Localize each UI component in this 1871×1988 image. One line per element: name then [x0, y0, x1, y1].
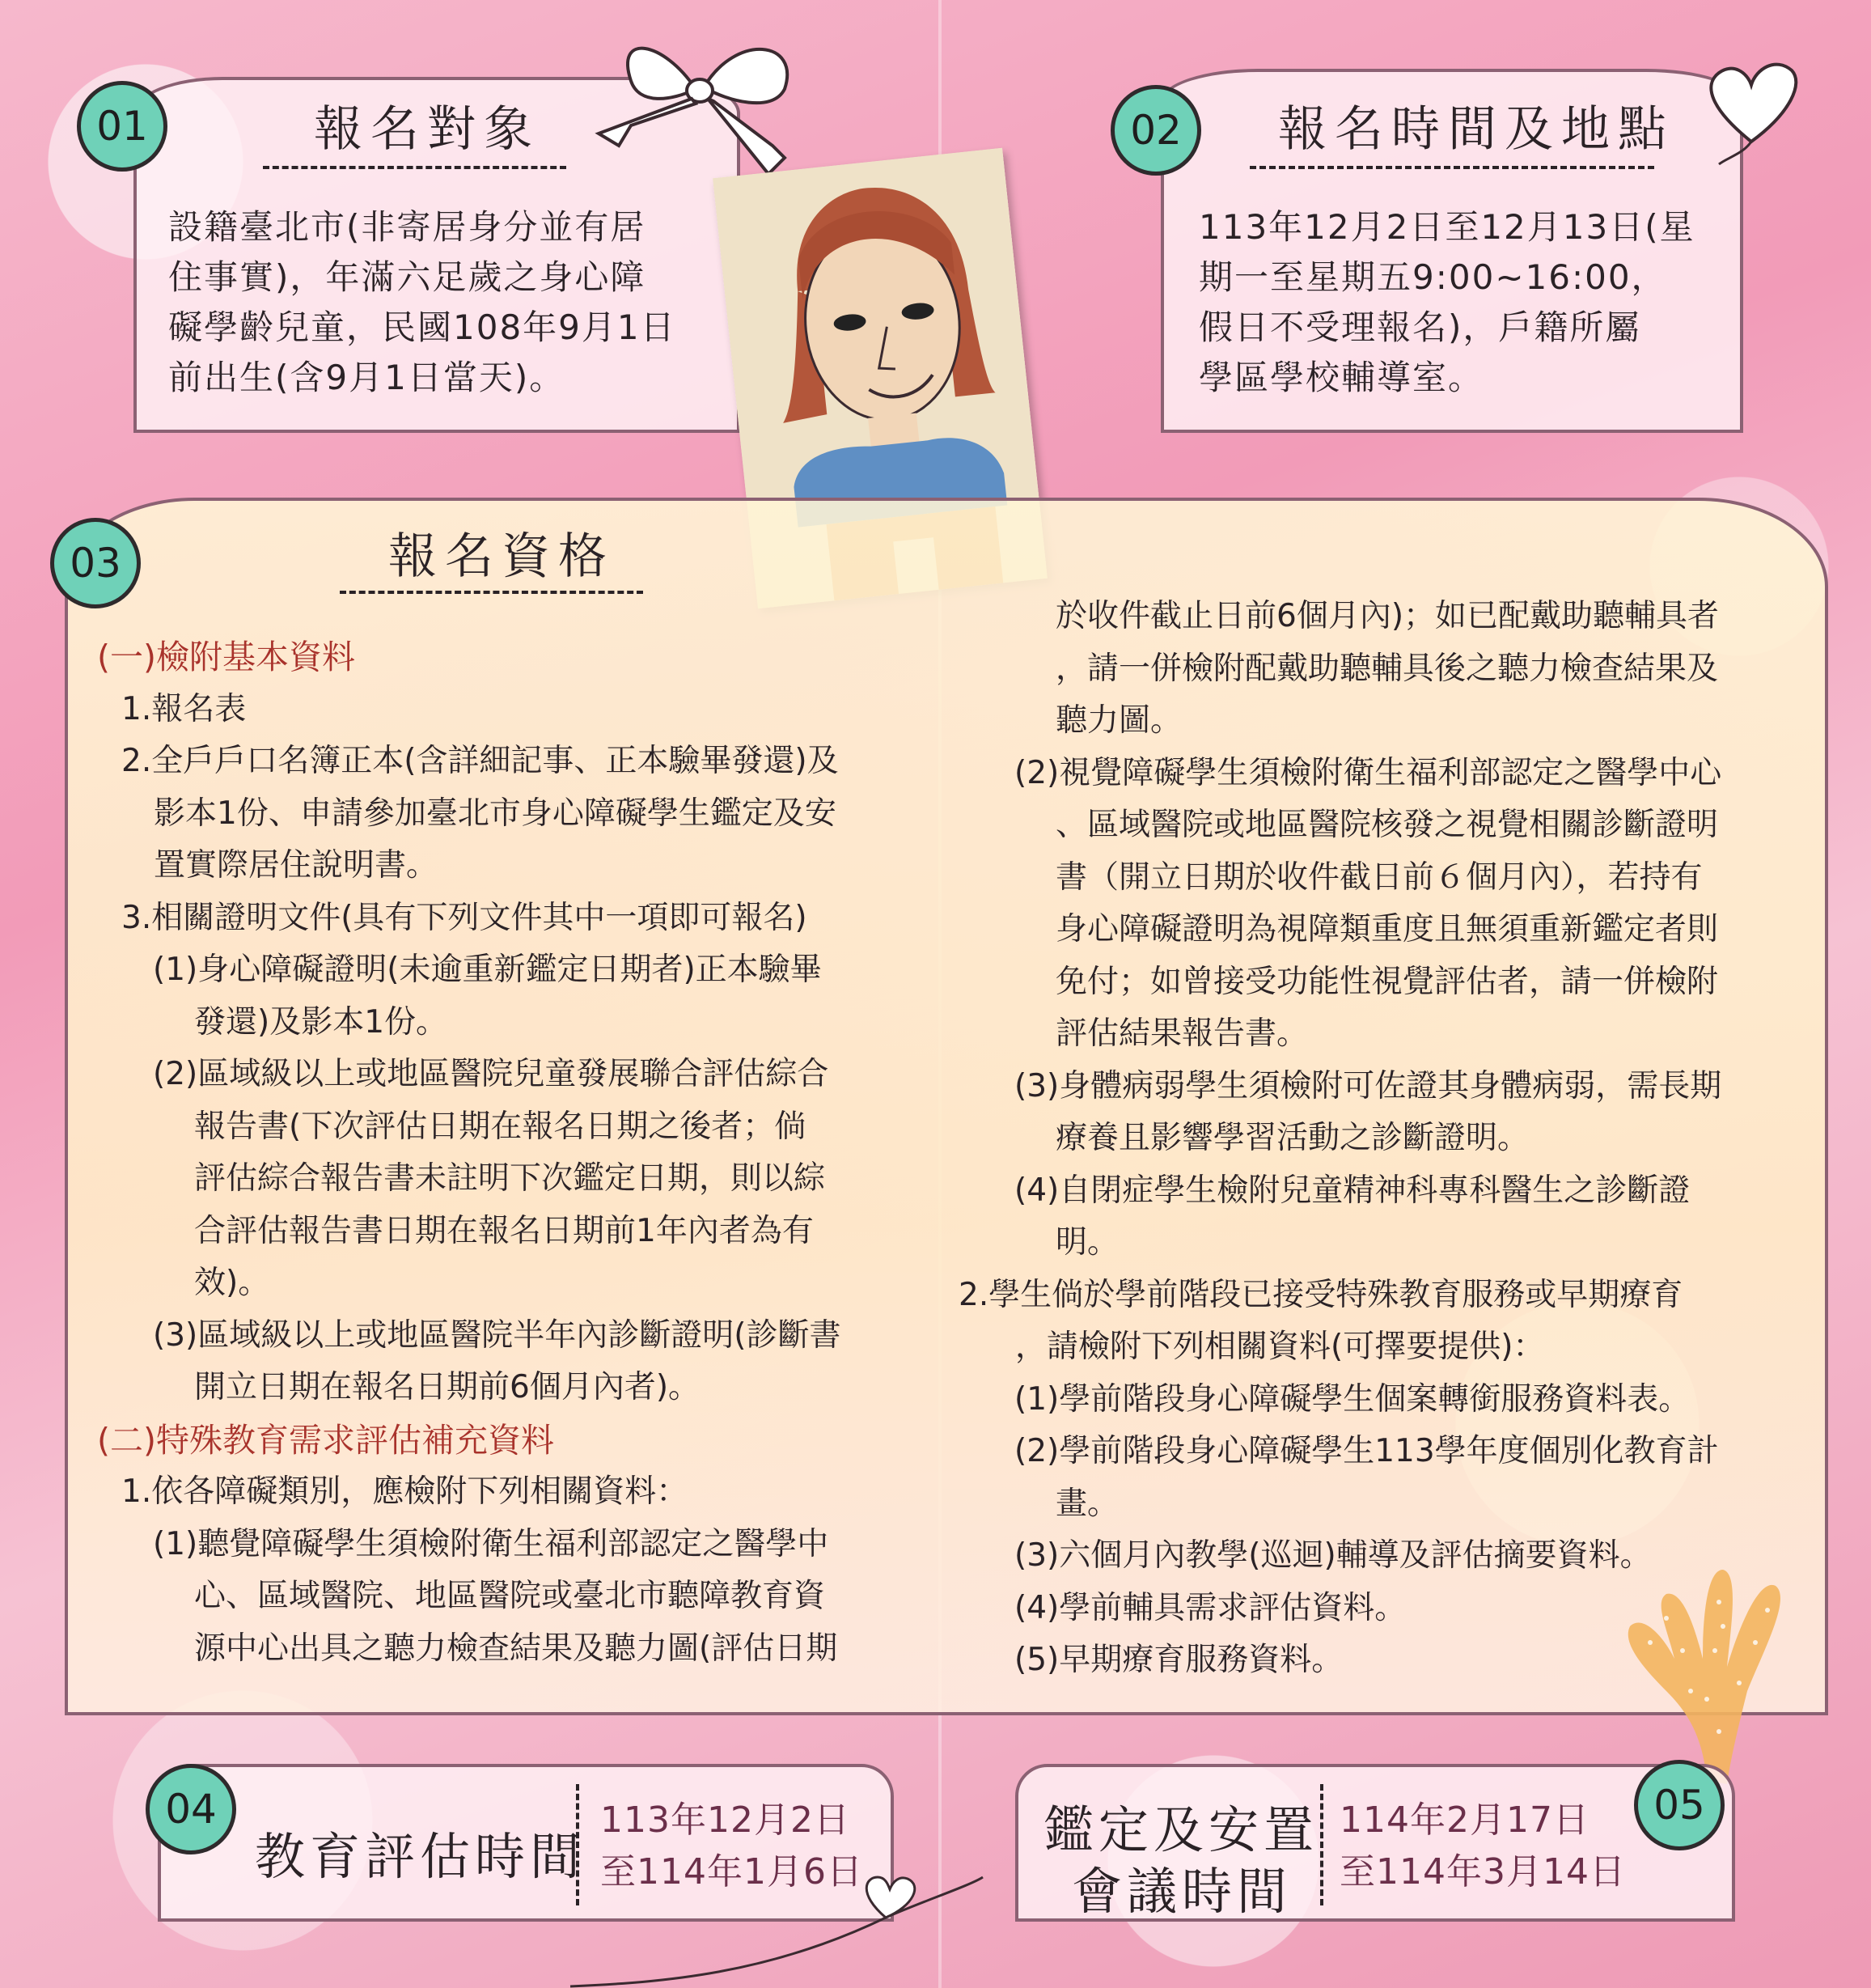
list-item: 開立日期在報名日期前6個月內者)。 [194, 1369, 701, 1405]
section-04-date-start: 113年12月2日 [600, 1799, 850, 1841]
section-05-badge: 05 [1634, 1760, 1725, 1850]
list-item: 免付；如曾接受功能性視覺評估者，請一併檢附 [1056, 963, 1719, 1000]
section-05-date-end: 至114年3月14日 [1340, 1851, 1626, 1893]
section-02-line: 假日不受理報名)，戶籍所屬 [1199, 307, 1641, 347]
list-item: 源中心出具之聽力檢查結果及聽力圖(評估日期 [194, 1630, 838, 1667]
list-item: ，請一併檢附配戴助聽輔具後之聽力檢查結果及 [1056, 650, 1719, 687]
section-05-title-line-2: 會議時間 [1072, 1862, 1293, 1921]
list-item: 報告書(下次評估日期在報名日期之後者；倘 [194, 1108, 806, 1145]
list-item: ，請檢附下列相關資料(可擇要提供)： [1015, 1329, 1545, 1365]
list-item: (4)學前輔具需求評估資料。 [1014, 1589, 1407, 1626]
section-04-badge: 04 [146, 1764, 236, 1854]
section-01-badge: 01 [77, 81, 167, 172]
list-item: (3)區域級以上或地區醫院半年內診斷證明(診斷書 [153, 1316, 841, 1354]
list-item: 1.報名表 [121, 690, 247, 727]
list-item: 置實際居住說明書。 [154, 847, 438, 884]
section-02-badge: 02 [1111, 85, 1201, 176]
list-item: (5)早期療育服務資料。 [1014, 1642, 1344, 1678]
subsection-heading: (一)檢附基本資料 [97, 638, 355, 676]
list-item: 身心障礙證明為視障類重度且無須重新鑑定者則 [1056, 911, 1719, 947]
list-item: 合評估報告書日期在報名日期前1年內者為有 [194, 1212, 814, 1249]
list-item: (1)聽覺障礙學生須檢附衛生福利部認定之醫學中 [153, 1525, 829, 1562]
list-item: 3.相關證明文件(具有下列文件其中一項即可報名) [121, 899, 807, 936]
section-01-line: 住事實)，年滿六足歲之身心障 [168, 257, 646, 297]
section-03-right-column [959, 591, 1816, 1687]
section-01-title-underline [263, 166, 566, 169]
list-item: (3)六個月內教學(巡迴)輔導及評估摘要資料。 [1014, 1537, 1652, 1574]
ribbon-bow-icon [582, 24, 817, 186]
heart-icon [566, 1861, 987, 1988]
list-item: (1)身心障礙證明(未逾重新鑑定日期者)正本驗畢 [153, 952, 822, 988]
section-02-body [1199, 202, 1733, 403]
section-03-badge: 03 [50, 518, 141, 608]
section-03-title: 報名資格 [388, 528, 615, 585]
subsection-heading: (二)特殊教育需求評估補充資料 [97, 1420, 554, 1460]
section-05-title-line-1: 鑑定及安置 [1043, 1800, 1319, 1859]
coral-decoration-icon [1618, 1537, 1812, 1788]
heart-balloon-icon [1695, 45, 1808, 166]
list-item: (4)自閉症學生檢附兒童精神科專科醫生之診斷證 [1014, 1172, 1691, 1209]
list-item: 1.依各障礙類別，應檢附下列相關資料： [121, 1473, 688, 1510]
section-02-line: 學區學校輔導室。 [1199, 358, 1484, 397]
list-item: (2)學前階段身心障礙學生113學年度個別化教育計 [1014, 1433, 1719, 1469]
list-item: 效)。 [194, 1265, 270, 1301]
section-05-date-start: 114年2月17日 [1340, 1799, 1590, 1841]
section-01-body [168, 202, 726, 403]
list-item: 評估綜合報告書未註明下次鑑定日期，則以綜 [194, 1160, 826, 1197]
section-02-title-underline [1250, 166, 1654, 169]
list-item: 影本1份、申請參加臺北市身心障礙學生鑑定及安 [154, 795, 836, 832]
list-item: 於收件截止日前6個月內)；如已配戴助聽輔具者 [1056, 598, 1720, 634]
list-item: 書（開立日期於收件截日前６個月內），若持有 [1056, 858, 1703, 896]
list-item: (2)區域級以上或地區醫院兒童發展聯合評估綜合 [153, 1056, 829, 1092]
section-05-divider [1320, 1784, 1323, 1905]
section-01-line: 設籍臺北市(非寄居身分並有居 [168, 207, 646, 247]
list-item: 畫。 [1056, 1485, 1120, 1522]
list-item: 心、區域醫院、地區醫院或臺北市聽障教育資 [194, 1578, 826, 1614]
list-item: 2.學生倘於學前階段已接受特殊教育服務或早期療育 [959, 1276, 1683, 1313]
list-item: 發還)及影本1份。 [194, 1003, 448, 1041]
section-01-line: 礙學齡兒童，民國108年9月1日 [168, 307, 676, 347]
section-03-left-column [97, 631, 922, 1675]
section-02-line: 期一至星期五9:00~16:00， [1199, 257, 1667, 297]
list-item: 2.全戶戶口名簿正本(含詳細記事、正本驗畢發還)及 [121, 743, 839, 779]
list-item: (1)學前階段身心障礙學生個案轉銜服務資料表。 [1014, 1380, 1691, 1418]
section-02-title: 報名時間及地點 [1278, 101, 1674, 158]
list-item: 明。 [1056, 1224, 1120, 1261]
section-01-line: 前出生(含9月1日當天)。 [168, 358, 565, 397]
list-item: 、區域醫院或地區醫院核發之視覺相關診斷證明 [1056, 807, 1719, 843]
list-item: 療養且影響學習活動之診斷證明。 [1056, 1120, 1530, 1156]
list-item: 評估結果報告書。 [1056, 1015, 1309, 1052]
section-04-title: 教育評估時間 [255, 1827, 586, 1886]
list-item: 聽力圖。 [1056, 702, 1183, 739]
section-02-line: 113年12月2日至12月13日(星 [1199, 207, 1695, 247]
section-03-title-underline [340, 591, 643, 594]
section-01-title: 報名對象 [314, 101, 540, 158]
section-04-date-end: 至114年1月6日 [600, 1851, 863, 1893]
list-item: (2)視覺障礙學生須檢附衛生福利部認定之醫學中心 [1014, 754, 1722, 791]
list-item: (3)身體病弱學生須檢附可佐證其身體病弱，需長期 [1014, 1067, 1722, 1104]
